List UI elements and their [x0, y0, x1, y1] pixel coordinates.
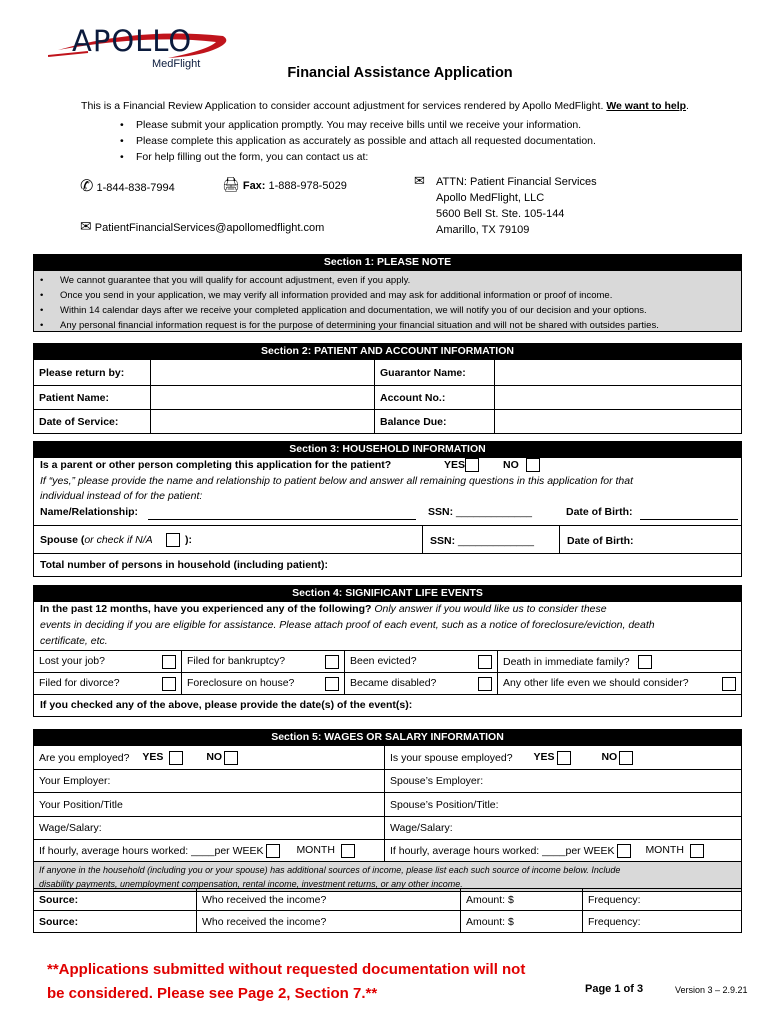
note-item: • Any personal financial information request is for the purpose of determining your financial situation and will not be shared with outsides parties. — [34, 318, 741, 333]
wage-field[interactable]: Wage/Salary: — [34, 817, 385, 840]
section1-header: Section 1: PLEASE NOTE — [33, 254, 742, 270]
additional-income-note: If anyone in the household (including you or your spouse) has additional sources of income, please list each such source of income below. Include disability payments, unemployment compensation, rental income, investment returns, or any other income. — [34, 862, 742, 892]
hours-week-checkbox[interactable] — [266, 844, 280, 858]
event-cell: Been evicted? — [345, 651, 498, 673]
spouse-ssn-label: SSN: _____________ — [430, 535, 534, 547]
intro-bullets — [116, 117, 596, 165]
hours-month-checkbox[interactable] — [341, 844, 355, 858]
hourly-cell: If hourly, average hours worked: ____per WEEK MONTH — [34, 840, 385, 862]
s3-vdivider-2 — [559, 525, 560, 553]
date-of-service-label: Date of Service: — [34, 410, 151, 434]
date-of-service-field[interactable] — [151, 410, 375, 434]
s3-instructions-2: individual instead of for the patient: — [40, 490, 203, 502]
foreclosure-checkbox[interactable] — [325, 677, 339, 691]
mail-icon: ✉ — [414, 173, 425, 188]
intro-bullet: • Please complete this application as accurately as possible and attach all requested documentation. — [116, 133, 596, 149]
mailing-address: ATTN: Patient Financial Services Apollo MedFlight, LLC 5600 Bell St. Ste. 105-144 Amarillo, TX 79109 — [436, 176, 597, 236]
note-item: • We cannot guarantee that you will qualify for account adjustment, even if you apply. — [34, 273, 741, 288]
income-sources-table — [33, 888, 742, 933]
name-relationship-label: Name/Relationship: — [40, 506, 139, 518]
version-label: Version 3 – 2.9.21 — [675, 985, 748, 995]
fax-contact: 🖨 Fax: 1-888-978-5029 — [222, 176, 347, 192]
amount-field[interactable]: Amount: $ — [461, 889, 583, 911]
s3-yes-label: YES — [444, 459, 466, 471]
employer-field[interactable]: Your Employer: — [34, 770, 385, 793]
spouse-na-checkbox[interactable] — [166, 533, 180, 547]
section4-header: Section 4: SIGNIFICANT LIFE EVENTS — [33, 585, 742, 601]
documentation-warning: **Applications submitted without requested documentation will not be considered. Please see Page 2, Section 7.** — [47, 961, 526, 1002]
employed-yes-checkbox[interactable] — [169, 751, 183, 765]
employed-cell: Are you employed? YES NO — [34, 746, 385, 770]
note-item: • Once you send in your application, we may verify all information provided and may ask for additional information or proof of income. — [34, 288, 741, 303]
spouse-hourly-cell: If hourly, average hours worked: ____per WEEK MONTH — [385, 840, 742, 862]
s3-divider-2 — [33, 553, 742, 554]
disabled-checkbox[interactable] — [478, 677, 492, 691]
name-relationship-field[interactable] — [148, 506, 416, 520]
event-cell: Filed for divorce? — [34, 673, 182, 695]
spouse-employed-cell: Is your spouse employed? YES NO — [385, 746, 742, 770]
balance-due-field[interactable] — [495, 410, 742, 434]
ssn-label: SSN: _____________ — [428, 506, 532, 518]
spouse-dob-label: Date of Birth: — [567, 535, 634, 547]
household-total-label: Total number of persons in household (including patient): — [40, 559, 328, 571]
fax-icon: 🖨 — [222, 176, 240, 192]
s3-yes-checkbox[interactable] — [465, 458, 479, 472]
dob-label: Date of Birth: — [566, 506, 633, 518]
wages-table — [33, 745, 742, 892]
section3-header: Section 3: HOUSEHOLD INFORMATION — [33, 441, 742, 457]
spouse-employer-field[interactable]: Spouse’s Employer: — [385, 770, 742, 793]
lost-job-checkbox[interactable] — [162, 655, 176, 669]
amount-field[interactable]: Amount: $ — [461, 911, 583, 933]
spouse-hours-week-checkbox[interactable] — [617, 844, 631, 858]
note-item: • Within 14 calendar days after we receive your completed application and documentation, we will notify you of our decision and your options. — [34, 303, 741, 318]
event-cell: Became disabled? — [345, 673, 498, 695]
email-contact: ✉ PatientFinancialServices@apollomedflight.com — [80, 218, 325, 234]
spouse-employed-no-checkbox[interactable] — [619, 751, 633, 765]
spouse-close: ): — [185, 534, 192, 546]
spouse-hours-month-checkbox[interactable] — [690, 844, 704, 858]
event-cell: Lost your job? — [34, 651, 182, 673]
frequency-field[interactable]: Frequency: — [583, 911, 742, 933]
spouse-wage-field[interactable]: Wage/Salary: — [385, 817, 742, 840]
return-by-field[interactable] — [151, 360, 375, 386]
spouse-label: Spouse (or check if N/A — [40, 534, 153, 546]
page-number: Page 1 of 3 — [585, 983, 644, 995]
section1-notes — [33, 270, 742, 332]
guarantor-label: Guarantor Name: — [375, 360, 495, 386]
patient-name-field[interactable] — [151, 386, 375, 410]
s3-no-checkbox[interactable] — [526, 458, 540, 472]
guarantor-field[interactable] — [495, 360, 742, 386]
divorce-checkbox[interactable] — [162, 677, 176, 691]
position-field[interactable]: Your Position/Title — [34, 793, 385, 817]
frequency-field[interactable]: Frequency: — [583, 889, 742, 911]
who-received-field[interactable]: Who received the income? — [197, 911, 461, 933]
s3-question: Is a parent or other person completing this application for the patient? — [40, 459, 392, 471]
dob-field[interactable] — [640, 506, 738, 520]
employed-no-checkbox[interactable] — [224, 751, 238, 765]
s3-vdivider-1 — [422, 525, 423, 553]
phone-icon: ✆ — [80, 178, 94, 195]
source-field[interactable]: Source: — [34, 911, 197, 933]
return-by-label: Please return by: — [34, 360, 151, 386]
intro-emphasis: We want to help — [606, 100, 687, 112]
spouse-employed-yes-checkbox[interactable] — [557, 751, 571, 765]
patient-name-label: Patient Name: — [34, 386, 151, 410]
s3-no-label: NO — [503, 459, 519, 471]
balance-due-label: Balance Due: — [375, 410, 495, 434]
section2-header: Section 2: PATIENT AND ACCOUNT INFORMATION — [33, 343, 742, 359]
death-family-checkbox[interactable] — [638, 655, 652, 669]
page-title: Financial Assistance Application — [287, 65, 513, 81]
s4-question-2: events in deciding if you are eligible for assistance. Please attach proof of each event, such as a notice of foreclosure/eviction, death — [40, 619, 655, 631]
intro-bullet: • Please submit your application promptly. You may receive bills until we receive your information. — [116, 117, 596, 133]
patient-info-table — [33, 359, 742, 434]
event-cell: Death in immediate family? — [498, 651, 742, 673]
s3-instructions: If “yes,” please provide the name and relationship to patient below and answer all remaining questions in this application for that — [40, 475, 634, 487]
event-cell: Filed for bankruptcy? — [182, 651, 345, 673]
intro-text: This is a Financial Review Application to consider account adjustment for services rendered by Apollo MedFlight. We want to help. — [81, 100, 689, 112]
section5-header: Section 5: WAGES OR SALARY INFORMATION — [33, 729, 742, 745]
phone-contact: ✆ 1-844-838-7994 — [80, 178, 175, 195]
who-received-field[interactable]: Who received the income? — [197, 889, 461, 911]
event-cell: Any other life even we should consider? — [498, 673, 742, 695]
intro-bullet: • For help filling out the form, you can contact us at: — [116, 149, 596, 165]
other-event-checkbox[interactable] — [722, 677, 736, 691]
evicted-checkbox[interactable] — [478, 655, 492, 669]
bankruptcy-checkbox[interactable] — [325, 655, 339, 669]
logo-subtext: MedFlight — [152, 58, 201, 70]
event-dates-label: If you checked any of the above, please provide the date(s) of the event(s): — [40, 699, 413, 711]
email-icon: ✉ — [80, 218, 92, 234]
event-cell: Foreclosure on house? — [182, 673, 345, 695]
s3-divider-1 — [33, 525, 742, 526]
s4-question: In the past 12 months, have you experienced any of the following? Only answer if you would like us to consider these — [40, 603, 607, 615]
account-no-field[interactable] — [495, 386, 742, 410]
source-field[interactable]: Source: — [34, 889, 197, 911]
life-events-table — [33, 650, 742, 695]
spouse-position-field[interactable]: Spouse’s Position/Title: — [385, 793, 742, 817]
logo-text: APOLLO — [72, 24, 193, 58]
account-no-label: Account No.: — [375, 386, 495, 410]
s4-question-3: certificate, etc. — [40, 635, 108, 647]
